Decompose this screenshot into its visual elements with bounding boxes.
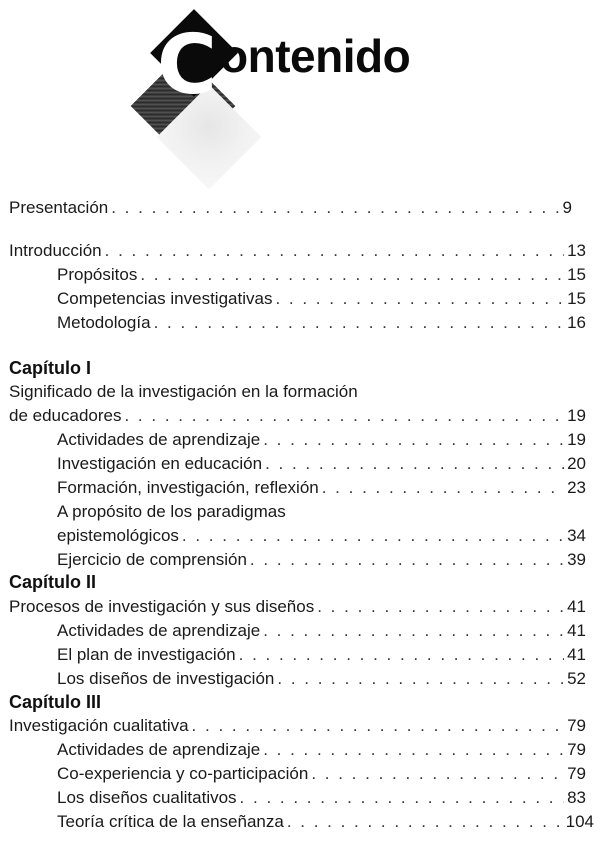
toc-entry-actividades-3[interactable] [0,738,600,762]
toc-entry-title: Los diseños de investigación [57,669,275,688]
toc-entry-page: 79 [567,716,586,735]
dot-leader [124,404,564,428]
toc-entry-page: 19 [567,406,586,425]
toc-entry-title: Actividades de aprendizaje [57,430,261,449]
toc-entry-actividades-2[interactable] [0,619,600,643]
toc-entry-title: Introducción [9,241,102,260]
dot-leader [322,476,564,500]
chapter-1-heading: Capítulo I [9,358,91,378]
toc-entry-disenos[interactable] [0,667,600,691]
toc-entry-paradigmas[interactable] [0,524,600,548]
page-header [0,0,600,185]
toc-entry-page: 23 [567,478,586,497]
toc-entry-chapter-2[interactable] [0,595,600,619]
toc-entry-title: Competencias investigativas [57,289,273,308]
toc-entry-page: 41 [567,597,586,616]
toc-entry-presentacion[interactable] [0,196,600,220]
toc-entry-title: Investigación cualitativa [9,716,189,735]
toc-entry-ejercicio[interactable] [0,548,600,572]
toc-entry-page: 39 [567,550,586,569]
dot-leader [287,810,563,834]
toc-entry-introduccion[interactable] [0,239,600,263]
toc-entry-title: Actividades de aprendizaje [57,621,261,640]
dot-leader [311,762,564,786]
toc-entry-chapter-3[interactable] [0,714,600,738]
dot-leader [240,786,565,810]
dot-leader [277,667,564,691]
toc-entry-title: de educadores [9,406,122,425]
dot-leader [182,524,564,548]
dot-leader [275,287,564,311]
chapter-2-heading: Capítulo II [9,572,96,592]
dot-leader [105,239,564,263]
dot-leader [250,548,564,572]
toc-entry-page: 41 [567,645,586,664]
toc-entry-coexperiencia[interactable] [0,762,600,786]
toc-entry-page: 79 [567,764,586,783]
toc-entry-page: 104 [565,812,594,831]
toc-entry-page: 9 [562,198,572,217]
toc-entry-page: 15 [567,289,586,308]
toc-entry-page: 13 [567,241,586,260]
title-initial: C [156,18,218,113]
dot-leader [263,619,564,643]
toc-entry-page: 15 [567,265,586,284]
page-title: ontenido [220,30,411,82]
dot-leader [263,428,564,452]
toc-entry-page: 20 [567,454,586,473]
toc-entry-title: Formación, investigación, reflexión [57,478,319,497]
paradigmas-title-line1[interactable]: A propósito de los paradigmas [57,502,286,521]
dot-leader [317,595,564,619]
toc-entry-plan[interactable] [0,643,600,667]
toc-entry-title: Propósitos [57,265,138,284]
toc-entry-page: 52 [567,669,586,688]
toc-entry-page: 41 [567,621,586,640]
toc-entry-teoria-critica[interactable] [0,810,600,834]
toc-entry-title: Procesos de investigación y sus diseños [9,597,315,616]
dot-leader [239,643,564,667]
toc-entry-page: 79 [567,740,586,759]
toc-entry-propositos[interactable] [0,263,600,287]
toc-entry-disenos-cualitativos[interactable] [0,786,600,810]
toc-entry-investigacion-educacion[interactable] [0,452,600,476]
dot-leader [192,714,565,738]
toc-entry-chapter-1[interactable] [0,404,600,428]
dot-leader [111,196,559,220]
chapter-1-title-line1[interactable]: Significado de la investigación en la formación [9,382,358,401]
toc-entry-metodologia[interactable] [0,311,600,335]
toc-entry-title: Investigación en educación [57,454,263,473]
toc-entry-formacion[interactable] [0,476,600,500]
toc-entry-page: 19 [567,430,586,449]
toc-entry-title: El plan de investigación [57,645,236,664]
toc-entry-title: Co-experiencia y co-participación [57,764,309,783]
dot-leader [154,311,565,335]
toc-entry-title: Teoría crítica de la enseñanza [57,812,284,831]
dot-leader [265,452,564,476]
dot-leader [263,738,564,762]
toc-entry-title: Actividades de aprendizaje [57,740,261,759]
toc-entry-page: 16 [567,313,586,332]
toc-entry-title: Ejercicio de comprensión [57,550,247,569]
toc-entry-actividades-1[interactable] [0,428,600,452]
toc-entry-title: epistemológicos [57,526,179,545]
chapter-3-heading: Capítulo III [9,692,101,712]
toc-entry-title: Los diseños cualitativos [57,788,237,807]
dot-leader [140,263,564,287]
toc-entry-page: 83 [567,788,586,807]
toc-entry-title: Presentación [9,198,109,217]
toc-entry-page: 34 [567,526,586,545]
toc-entry-title: Metodología [57,313,151,332]
toc-entry-competencias[interactable] [0,287,600,311]
